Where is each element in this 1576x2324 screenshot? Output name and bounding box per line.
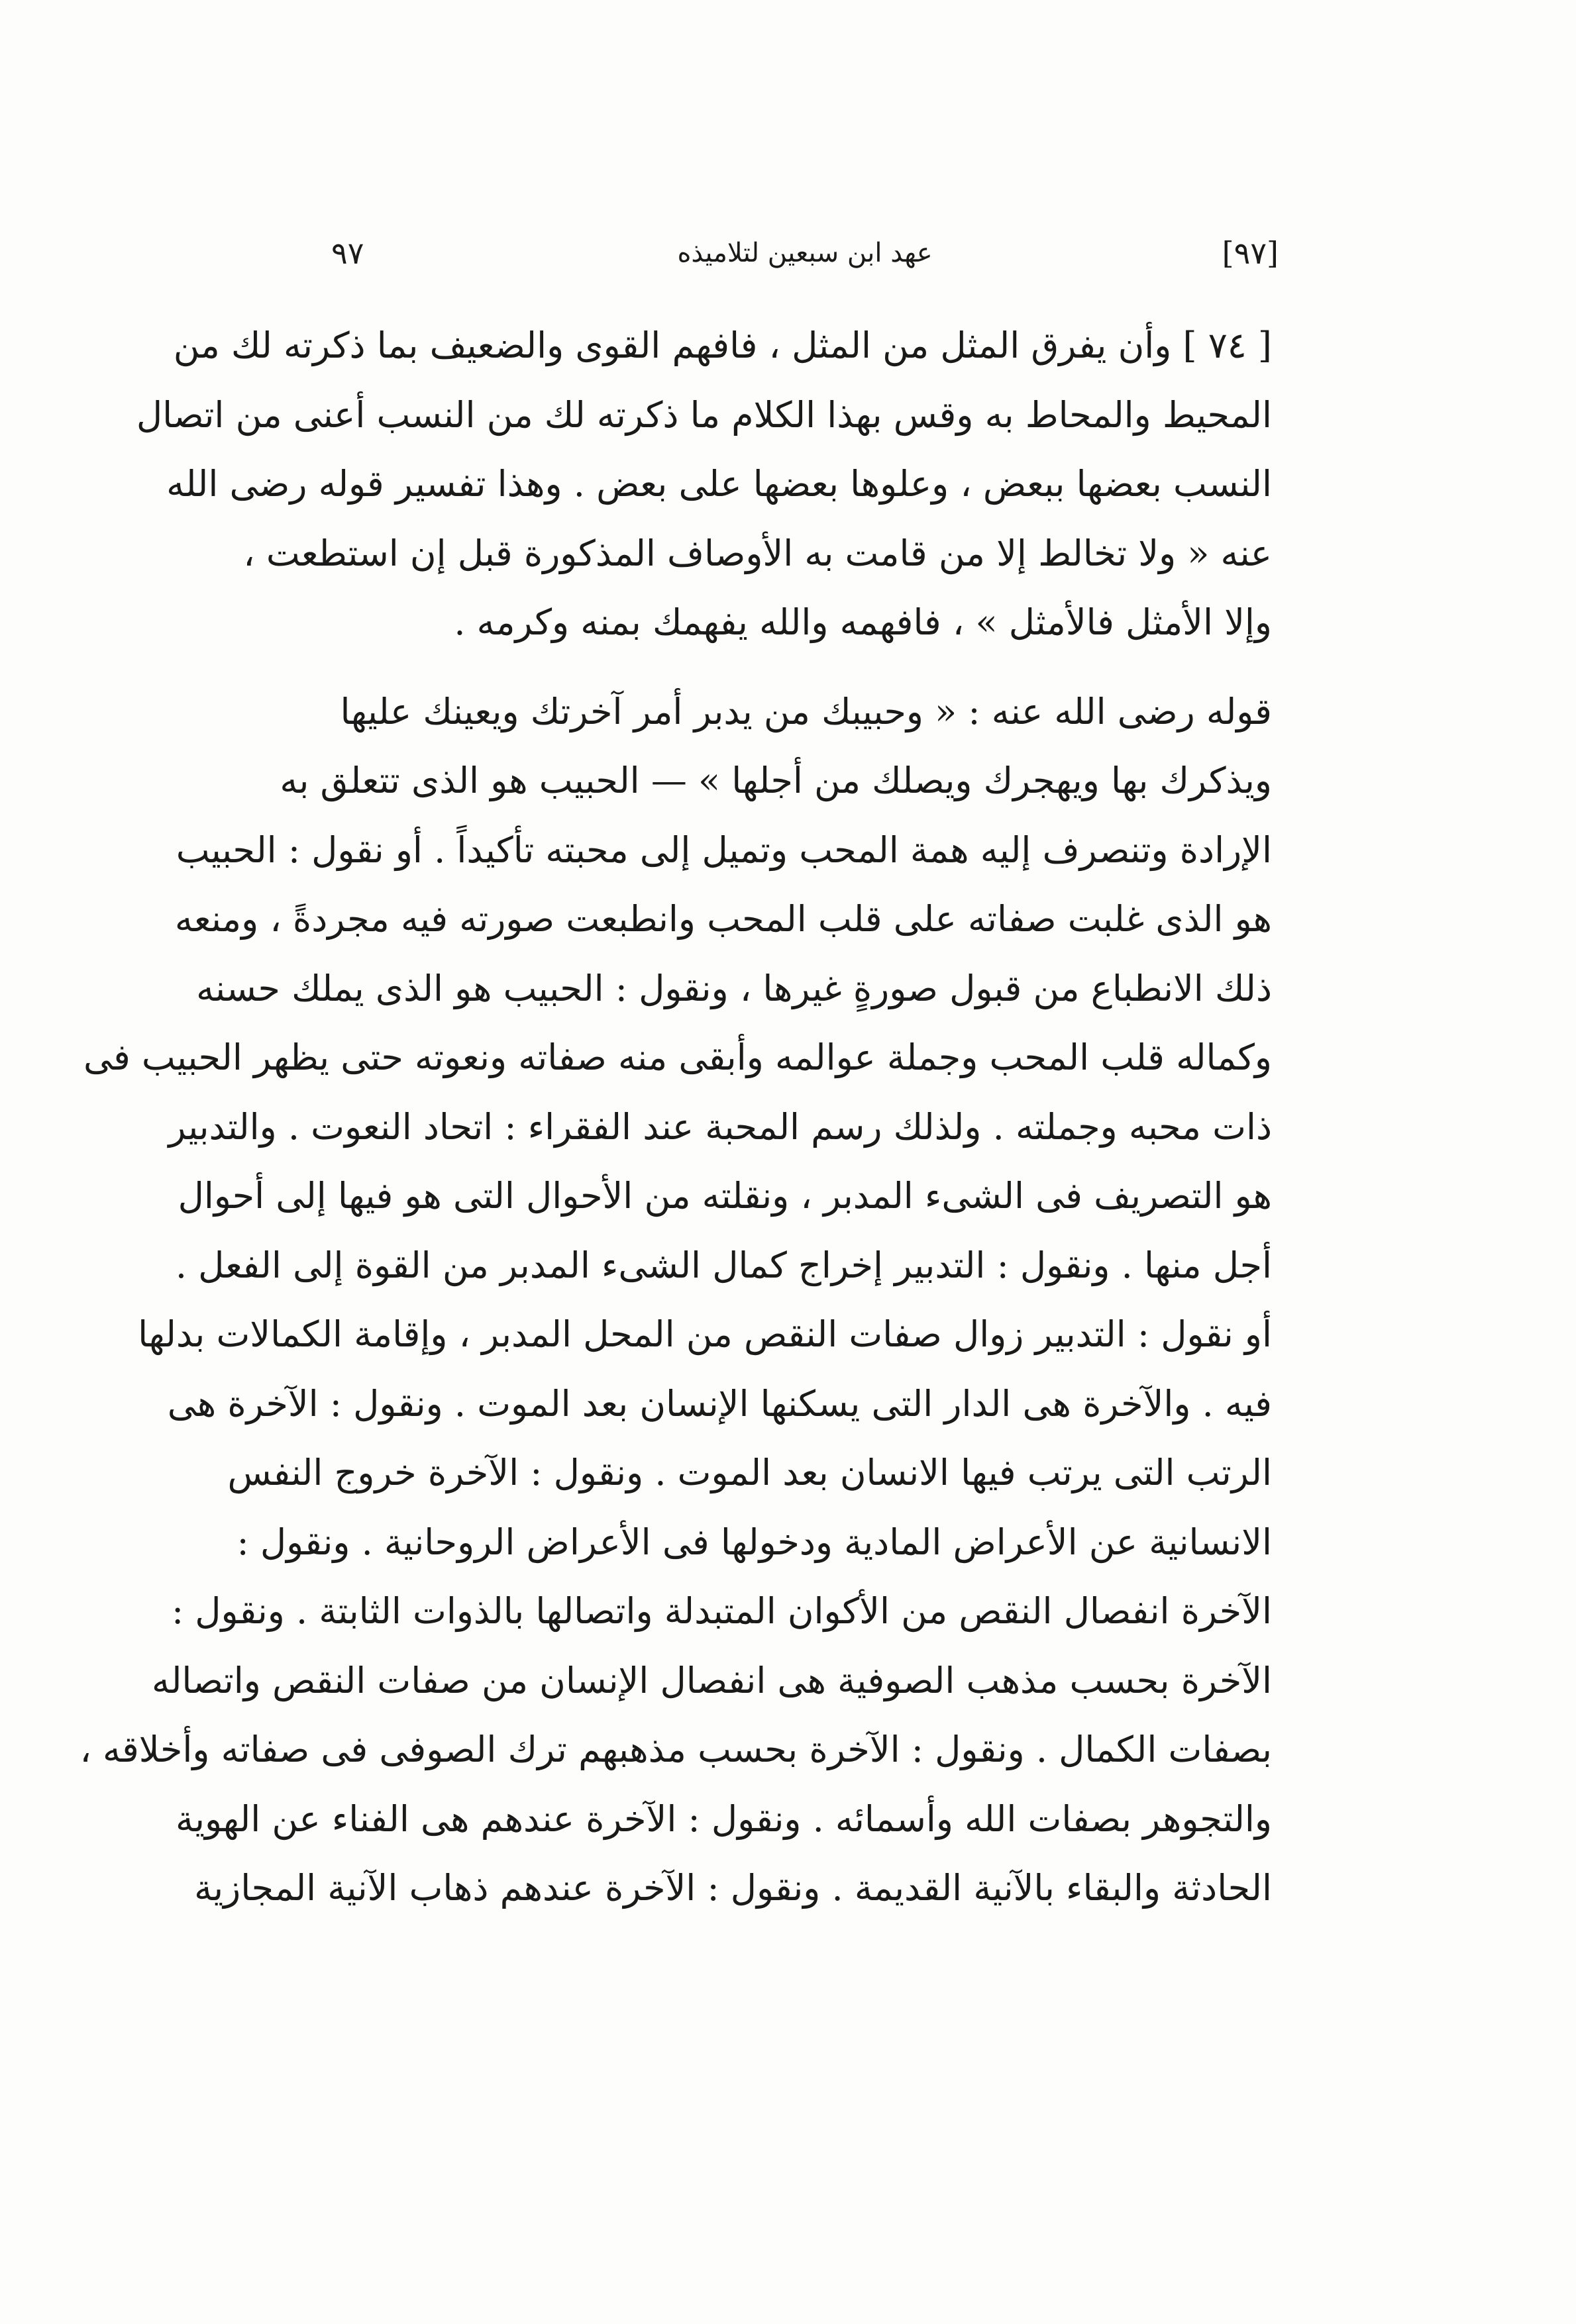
text-line: ويذكرك بها ويهجرك ويصلك من أجلها » — الحبيب هو الذى تتعلق به <box>280 760 1272 801</box>
text-line: ذلك الانطباع من قبول صورةٍ غيرها ، ونقول : الحبيب هو الذى يملك حسنه <box>196 967 1272 1009</box>
text-line: أو نقول : التدبير زوال صفات النقص من المحل المدبر ، وإقامة الكمالات بدلها <box>138 1313 1272 1355</box>
text-line: بصفات الكمال . ونقول : الآخرة بحسب مذهبهم ترك الصوفى فى صفاته وأخلاقه ، <box>79 1729 1272 1770</box>
text-line: فيه . والآخرة هى الدار التى يسكنها الإنسان بعد الموت . ونقول : الآخرة هى <box>167 1382 1272 1425</box>
text-line: والتجوهر بصفات الله وأسمائه . ونقول : الآخرة عندهم هى الفناء عن الهوية <box>176 1797 1272 1840</box>
text-line: هو التصريف فى الشىء المدبر ، ونقلته من الأحوال التى هو فيها إلى أحوال <box>178 1175 1272 1217</box>
text-line: ذات محبه وجملته . ولذلك رسم المحبة عند الفقراء : اتحاد النعوت . والتدبير <box>168 1105 1272 1148</box>
text-line: المحيط والمحاط به وقس بهذا الكلام ما ذكرته لك من النسب أعنى من اتصال <box>136 393 1272 436</box>
text-line: الآخرة بحسب مذهب الصوفية هى انفصال الإنسان من صفات النقص واتصاله <box>152 1659 1272 1701</box>
paragraph-2 <box>79 678 1272 1923</box>
page-number: ٩٧ <box>331 235 364 271</box>
text-line: الحادثة والبقاء بالآنية القديمة . ونقول : الآخرة عندهم ذهاب الآنية المجازية <box>194 1867 1272 1909</box>
text-line: الانسانية عن الأعراض المادية ودخولها فى الأعراض الروحانية . ونقول : <box>236 1521 1272 1563</box>
running-title: عهد ابن سبعين لتلاميذه <box>677 238 933 268</box>
text-line: أجل منها . ونقول : التدبير إخراج كمال الشىء المدبر من القوة إلى الفعل . <box>175 1244 1272 1286</box>
text-line: [ ٧٤ ] وأن يفرق المثل من المثل ، فافهم القوى والضعيف بما ذكرته لك من <box>173 325 1272 366</box>
paragraph-1 <box>136 311 1272 658</box>
text-line: الرتب التى يرتب فيها الانسان بعد الموت . ونقول : الآخرة خروج النفس <box>227 1452 1272 1493</box>
text-line: وكماله قلب المحب وجملة عوالمه وأبقى منه صفاته ونعوته حتى يظهر الحبيب فى <box>83 1036 1272 1078</box>
text-line: هو الذى غلبت صفاته على قلب المحب وانطبعت صورته فيه مجردةً ، ومنعه <box>174 898 1272 940</box>
text-line: الآخرة انفصال النقص من الأكوان المتبدلة واتصالها بالذوات الثابتة . ونقول : <box>171 1590 1272 1632</box>
text-line: وإلا الأمثل فالأمثل » ، فافهمه والله يفهمك بمنه وكرمه . <box>454 601 1272 643</box>
text-line: الإرادة وتنصرف إليه همة المحب وتميل إلى محبته تأكيداً . أو نقول : الحبيب <box>176 829 1272 871</box>
body-text <box>79 311 1272 1923</box>
page-header <box>331 235 1279 288</box>
text-line: النسب بعضها ببعض ، وعلوها بعضها على بعض . وهذا تفسير قوله رضى الله <box>166 463 1272 505</box>
text-line: قوله رضى الله عنه : « وحبيبك من يدبر أمر آخرتك ويعينك عليها <box>340 690 1272 733</box>
bracketed-page-number: [٩٧] <box>1222 235 1279 271</box>
text-line: عنه « ولا تخالط إلا من قامت به الأوصاف المذكورة قبل إن استطعت ، <box>243 532 1272 574</box>
